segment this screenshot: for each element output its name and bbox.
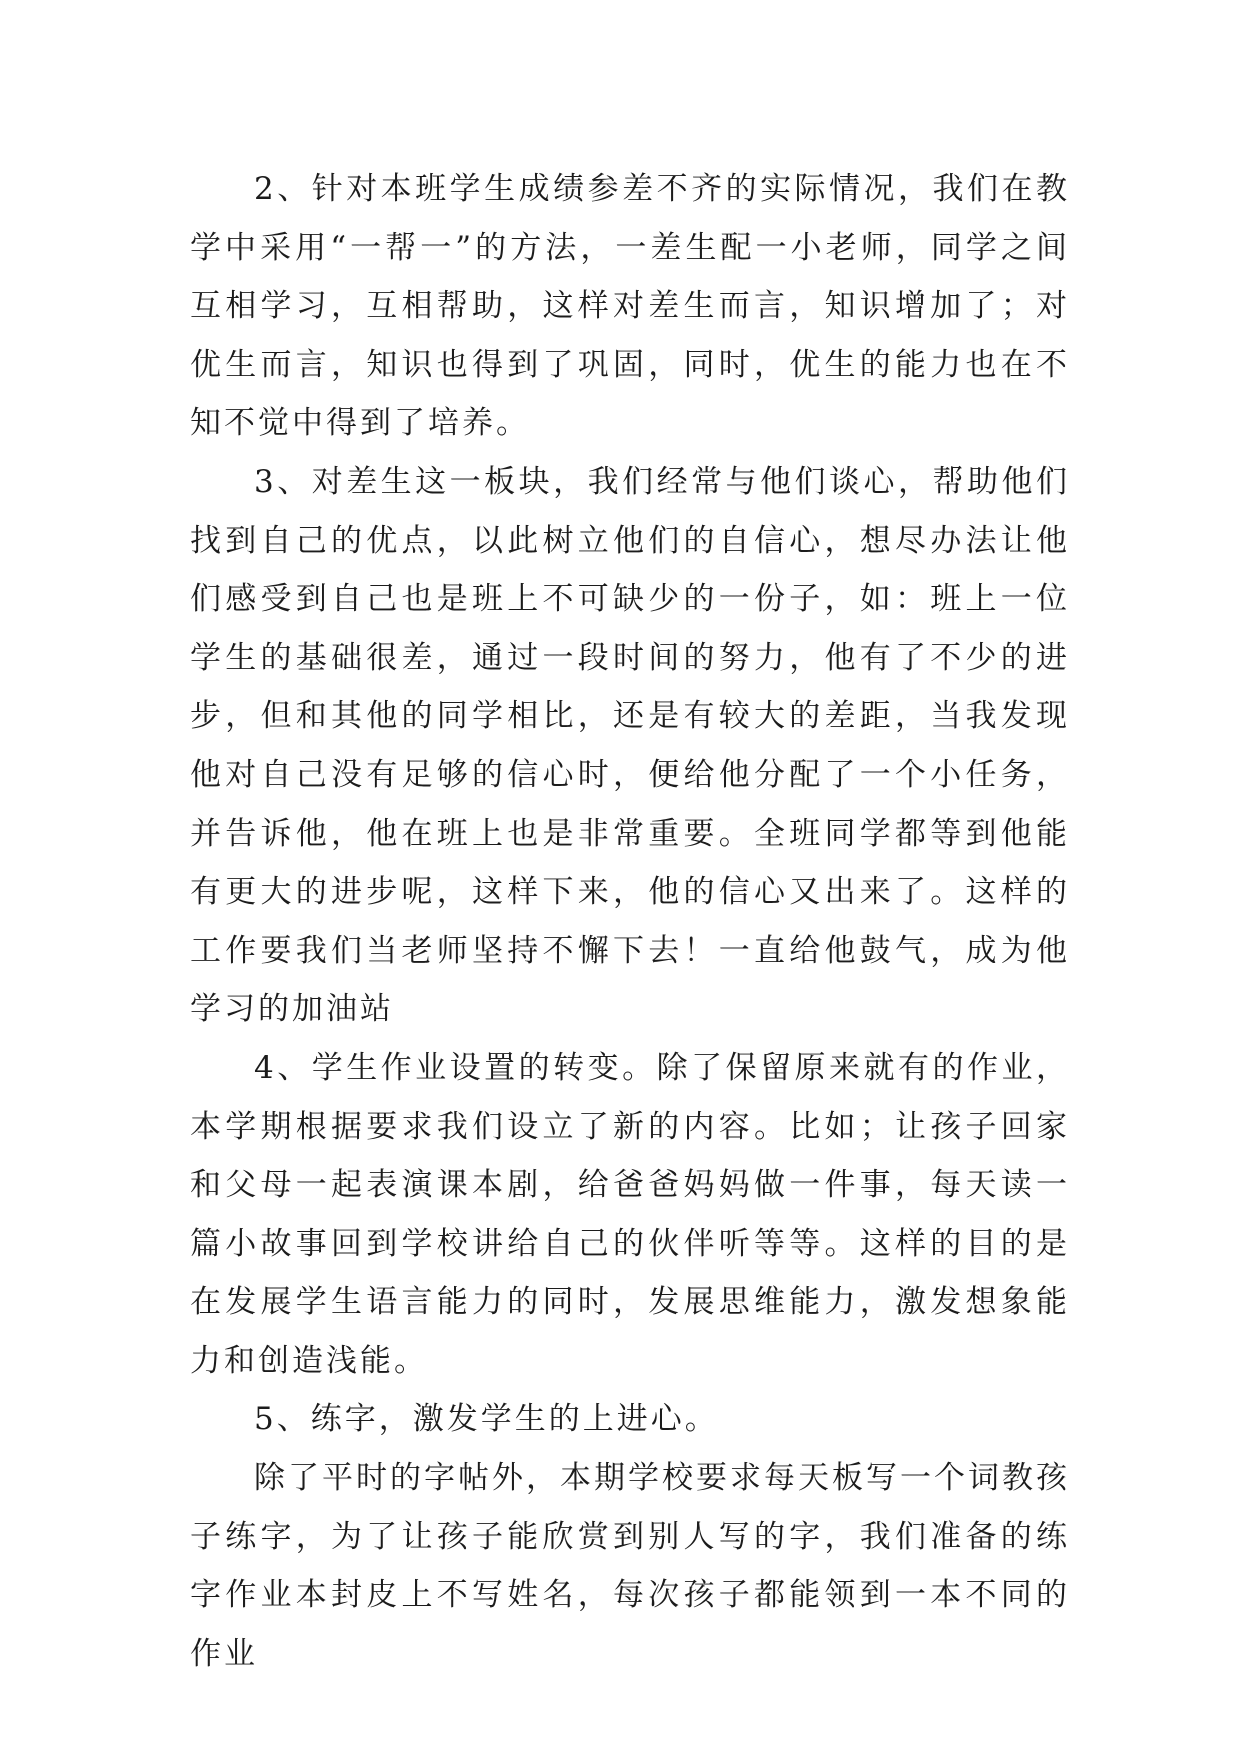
- paragraph-2: 2、针对本班学生成绩参差不齐的实际情况，我们在教学中采用“一帮一”的方法，一差生配一小老师，同学之间互相学习，互相帮助，这样对差生而言，知识增加了；对优生而言，知识也得到了巩固，同时，优生的能力也在不知不觉中得到了培养。: [190, 171, 1070, 442]
- paragraph-5-continued: 除了平时的字帖外，本期学校要求每天板写一个词教孩子练字，为了让孩子能欣赏到别人写的字，我们准备的练字作业本封皮上不写姓名，每次孩子都能领到一本不同的作业: [190, 1460, 1070, 1672]
- document-body: [190, 160, 1070, 1683]
- paragraph-3: 3、对差生这一板块，我们经常与他们谈心，帮助他们找到自己的优点，以此树立他们的自信心，想尽办法让他们感受到自己也是班上不可缺少的一份子，如：班上一位学生的基础很差，通过一段时间的努力，他有了不少的进步，但和其他的同学相比，还是有较大的差距，当我发现他对自己没有足够的信心时，便给他分配了一个小任务，并告诉他，他在班上也是非常重要。全班同学都等到他能有更大的进步呢，这样下来，他的信心又出来了。这样的工作要我们当老师坚持不懈下去！一直给他鼓气，成为他学习的加油站: [190, 463, 1070, 1028]
- paragraph-4: 4、学生作业设置的转变。除了保留原来就有的作业，本学期根据要求我们设立了新的内容。比如；让孩子回家和父母一起表演课本剧，给爸爸妈妈做一件事，每天读一篇小故事回到学校讲给自己的伙伴听等等。这样的目的是在发展学生语言能力的同时，发展思维能力，激发想象能力和创造浅能。: [190, 1049, 1070, 1379]
- paragraph-5: 5、练字，激发学生的上进心。: [254, 1401, 719, 1438]
